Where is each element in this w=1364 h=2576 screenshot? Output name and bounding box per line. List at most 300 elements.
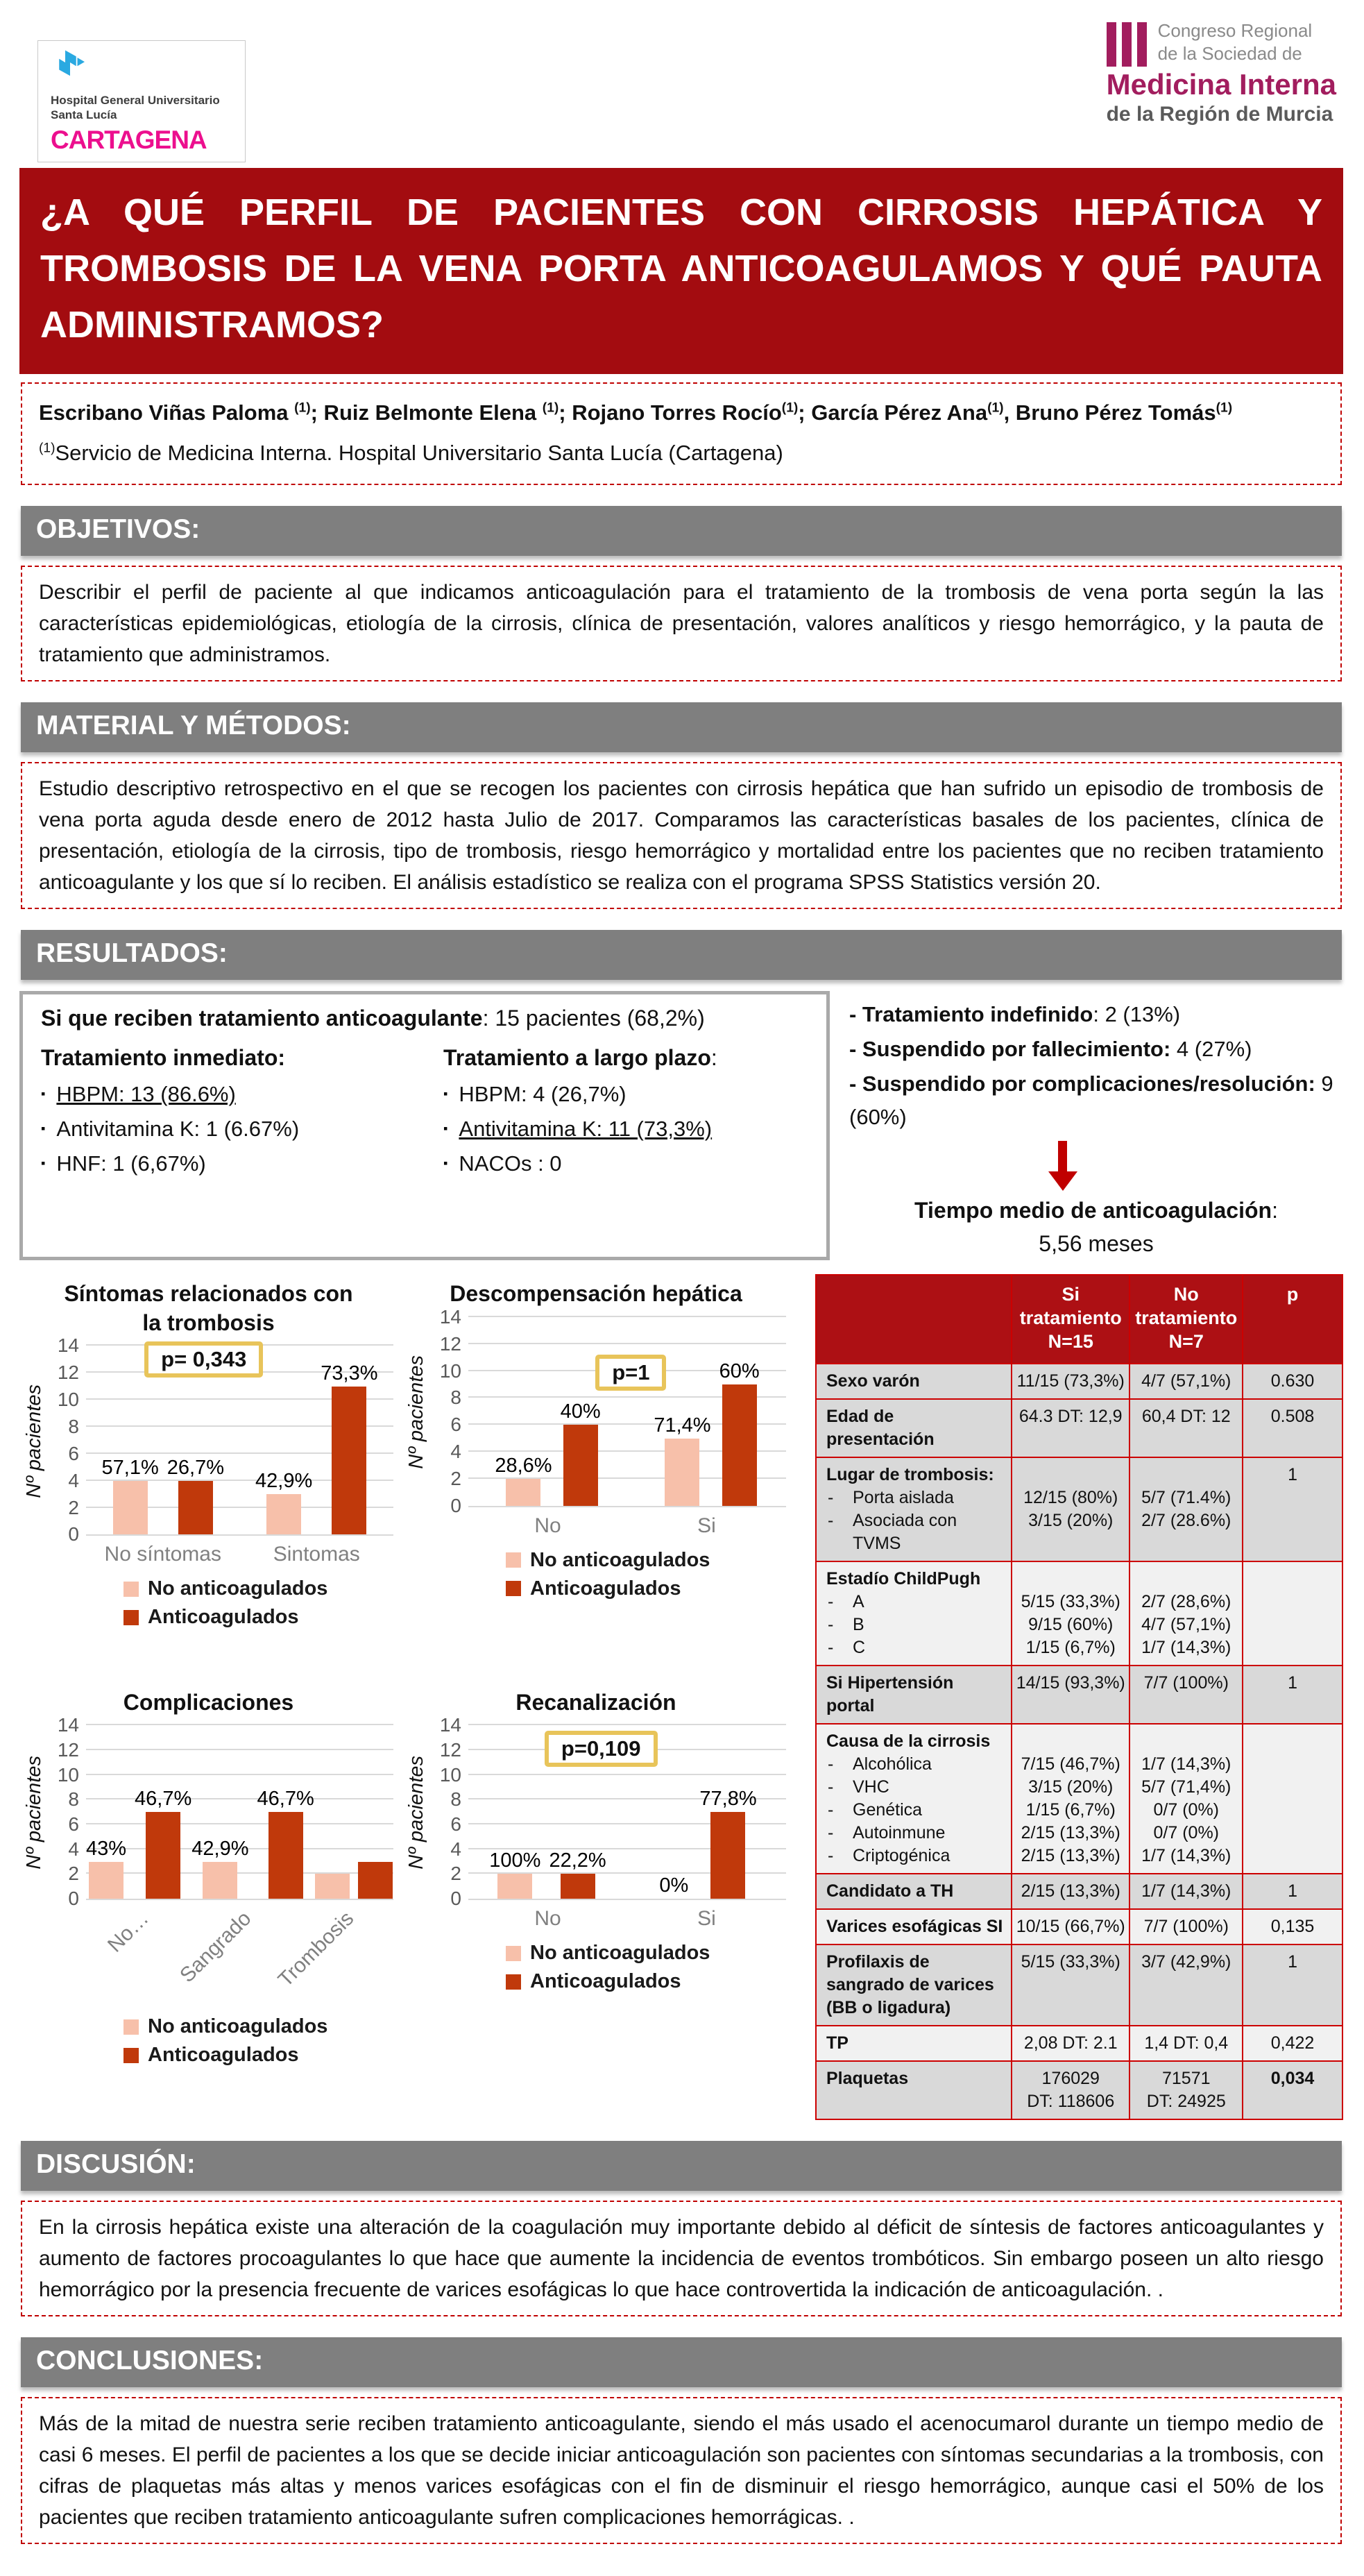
treatment-item-text: HBPM: 4 (26,7%) (459, 1082, 626, 1107)
bar-value-label: 22,2% (549, 1849, 606, 1872)
y-tick-label: 0 (68, 1888, 79, 1910)
row-sublabel: - B (828, 1615, 864, 1635)
value-p: 1 (1242, 1873, 1342, 1908)
category-label: No… (103, 1907, 154, 1957)
row-sublabel: - Autoinmune (828, 1823, 946, 1843)
y-tick-label: 6 (68, 1442, 79, 1464)
legend-item: No anticoagulados (506, 1942, 790, 1965)
legend-item: No anticoagulados (506, 1549, 790, 1572)
bar-cell (489, 1725, 540, 1899)
y-tick-label: 10 (439, 1763, 461, 1786)
table-header-row (817, 1276, 1342, 1363)
legend-item: No anticoagulados (123, 1577, 398, 1600)
value-si-tratamiento: 12/15 (80%) 3/15 (20%) (1011, 1457, 1129, 1561)
value-si-tratamiento: 176029 DT: 118606 (1011, 2060, 1129, 2119)
chart-descompensacion-hepatica (402, 1274, 790, 1682)
hospital-city: CARTAGENA (51, 125, 207, 154)
legend-item: Anticoagulados (123, 1606, 398, 1629)
y-tick-label: 14 (439, 1714, 461, 1736)
study-table (815, 1274, 1343, 2120)
y-tick-label: 6 (68, 1813, 79, 1836)
suspension-lines (849, 998, 1343, 1134)
bar-cell (135, 1725, 191, 1899)
section-header-conclusiones: CONCLUSIONES: (21, 2337, 1342, 2387)
treatment-item (41, 1082, 406, 1107)
bar-value-label: 73,3% (321, 1362, 378, 1384)
category-label: Si (697, 1907, 716, 1931)
square-bullet-icon: ▪ (443, 1121, 448, 1136)
value-p: 0.630 (1242, 1363, 1342, 1398)
chart-plot (468, 1317, 786, 1507)
legend-swatch-icon (506, 1946, 521, 1961)
author-text: ; Ruiz Belmonte Elena (310, 400, 543, 425)
hospital-icon (51, 78, 89, 90)
author-text: Servicio de Medicina Interna. Hospital Universitario Santa Lucía (Cartagena) (55, 441, 783, 466)
y-tick-label: 4 (450, 1441, 461, 1463)
row-sublabel: - Alcohólica (828, 1754, 932, 1774)
bar-cell (654, 1317, 710, 1506)
y-tick-label: 12 (57, 1362, 79, 1384)
row-sublabel: - Asociada con TVMS (828, 1511, 957, 1554)
chart-title: Síntomas relacionados con la trombosis (64, 1281, 353, 1335)
row-label-text: Causa de la cirrosis (826, 1731, 991, 1752)
category-label: Trombosis (273, 1907, 359, 1992)
bar-no-anticoagulados (665, 1439, 699, 1506)
category-label: Si (697, 1514, 716, 1537)
y-axis-title: Nº pacientes (22, 1384, 45, 1498)
discusion-text: En la cirrosis hepática existe una alteración de la coagulación muy importante debido al déficit de síntesis de factores anticoagulantes y aumento de factores procoagulantes lo que hace que aumente la incidencia de eventos trombóticos. Sin embargo poseen un alto riesgo hemorrágico por la presencia frecuente de varices esofágicas lo que hace controvertida la indicación de anticoagulación. . (21, 2201, 1342, 2316)
value-p (1242, 1723, 1342, 1873)
row-sublabel: - Porta aislada (828, 1488, 954, 1508)
y-tick-label: 2 (450, 1863, 461, 1885)
treatment-item-text: NACOs : 0 (459, 1151, 562, 1176)
y-tick-label: 10 (439, 1359, 461, 1382)
immediate-treatment-list (41, 1082, 406, 1176)
legend-swatch-icon (506, 1974, 521, 1990)
bar-no-anticoagulados (89, 1862, 123, 1899)
comparison-table (815, 1274, 1343, 2120)
bar-value-label: 42,9% (255, 1470, 313, 1493)
y-axis-ticks (49, 1714, 86, 1910)
y-tick-label: 8 (68, 1788, 79, 1811)
mean-anticoagulation-time: Tiempo medio de anticoagulación: 5,56 meses (914, 1198, 1278, 1257)
value-no-tratamiento: 60,4 DT: 12 (1129, 1398, 1242, 1457)
immediate-treatment-column (41, 1045, 406, 1186)
category-label: No (534, 1514, 561, 1537)
bar-no-anticoagulados (497, 1874, 532, 1899)
bar-anticoagulados (722, 1384, 757, 1506)
affiliation-line (39, 437, 1324, 470)
bar-value-label: 42,9% (191, 1837, 249, 1860)
value-p: 0,422 (1242, 2025, 1342, 2060)
value-no-tratamiento: 1/7 (14,3%) 5/7 (71,4%) 0/7 (0%) 0/7 (0%) 1/7 (14,3%) (1129, 1723, 1242, 1873)
table-header-si-tratamiento: Si tratamiento N=15 (1011, 1276, 1129, 1363)
row-label (817, 1561, 1011, 1665)
row-label-text: Profilaxis de sangrado de varices (BB o ligadura) (826, 1952, 994, 2018)
bar-no-anticoagulados (266, 1494, 301, 1534)
immediate-treatment-title: Tratamiento inmediato: (41, 1045, 286, 1071)
treatment-item-text: Antivitamina K: 11 (73,3%) (459, 1117, 713, 1142)
table-header-p: p (1242, 1276, 1342, 1363)
value-si-tratamiento: 10/15 (66,7%) (1011, 1908, 1129, 1944)
y-tick-label: 4 (450, 1838, 461, 1860)
section-header-objetivos: OBJETIVOS: (21, 506, 1342, 556)
results-charts-and-table (19, 1274, 1343, 2120)
y-tick-label: 12 (439, 1738, 461, 1761)
longterm-treatment-column (443, 1045, 808, 1186)
results-summary-row (19, 991, 1343, 1260)
bar-cell (321, 1346, 377, 1534)
y-tick-label: 10 (57, 1389, 79, 1411)
treatment-item-text: HBPM: 13 (86.6%) (56, 1082, 236, 1107)
y-axis-ticks (431, 1714, 468, 1910)
value-no-tratamiento: 71571 DT: 24925 (1129, 2060, 1242, 2119)
p-value-box: p=0,109 (545, 1731, 658, 1767)
chart-title: Descompensación hepática (450, 1281, 742, 1307)
value-p: 1 (1242, 1944, 1342, 2025)
row-label (817, 1944, 1011, 2025)
category-labels (468, 1900, 786, 1931)
bar-value-label: 40% (560, 1400, 601, 1423)
down-arrow-icon (1047, 1141, 1079, 1191)
value-no-tratamiento: 1,4 DT: 0,4 (1129, 2025, 1242, 2060)
table-row (817, 1723, 1342, 1873)
bar-value-label: 46,7% (257, 1788, 314, 1811)
y-tick-label: 4 (68, 1838, 79, 1860)
row-label-text: Varices esofágicas SI (826, 1917, 1003, 1937)
bar-value-label: 77,8% (699, 1788, 757, 1811)
y-tick-label: 8 (450, 1387, 461, 1409)
y-axis-title: Nº pacientes (404, 1756, 427, 1870)
category-label: Sintomas (273, 1543, 360, 1566)
table-row (817, 1363, 1342, 1398)
category-labels (86, 1536, 393, 1566)
legend-swatch-icon (123, 2019, 139, 2035)
table-row (817, 1398, 1342, 1457)
table-row (817, 1908, 1342, 1944)
authors-line (39, 396, 1324, 430)
row-sublabel: - A (828, 1592, 864, 1612)
bar-value-label: 26,7% (167, 1456, 224, 1479)
value-si-tratamiento: 2/15 (13,3%) (1011, 1873, 1129, 1908)
y-tick-label: 14 (57, 1334, 79, 1357)
section-header-discusion: DISCUSIÓN: (21, 2141, 1342, 2191)
author-superscript: (1) (1216, 400, 1233, 416)
chart-body (19, 1714, 398, 1910)
y-tick-label: 14 (57, 1714, 79, 1736)
bar-value-label: 60% (719, 1360, 760, 1383)
legend-swatch-icon (123, 1582, 139, 1597)
row-label (817, 1457, 1011, 1561)
y-tick-label: 8 (450, 1788, 461, 1811)
bar-anticoagulados (358, 1862, 393, 1899)
value-p (1242, 1561, 1342, 1665)
y-tick-label: 12 (57, 1738, 79, 1761)
bar-value-label: 0% (659, 1874, 689, 1897)
value-p: 1 (1242, 1457, 1342, 1561)
author-superscript: (1) (294, 400, 311, 416)
value-no-tratamiento: 7/7 (100%) (1129, 1908, 1242, 1944)
y-tick-label: 2 (68, 1496, 79, 1518)
value-si-tratamiento: 11/15 (73,3%) (1011, 1363, 1129, 1398)
bar-cell (257, 1725, 314, 1899)
table-row (817, 2060, 1342, 2119)
table-row (817, 1873, 1342, 1908)
value-no-tratamiento: 4/7 (57,1%) (1129, 1363, 1242, 1398)
y-axis-ticks (49, 1334, 86, 1545)
row-label (817, 1665, 1011, 1723)
legend-item: Anticoagulados (506, 1970, 790, 1993)
table-row (817, 2025, 1342, 2060)
bar-value-label: 57,1% (101, 1456, 159, 1479)
row-label-text: Edad de presentación (826, 1407, 935, 1450)
congress-bars-icon (1107, 19, 1147, 67)
treatment-item (443, 1082, 808, 1107)
chart-complicaciones (19, 1683, 398, 2121)
value-si-tratamiento: 7/15 (46,7%) 3/15 (20%) 1/15 (6,7%) 2/15 (13,3%) 2/15 (13,3%) (1011, 1723, 1129, 1873)
bar-cell (191, 1725, 248, 1899)
bar-value-label: 43% (86, 1837, 127, 1860)
legend-swatch-icon (123, 2048, 139, 2063)
value-no-tratamiento: 2/7 (28,6%) 4/7 (57,1%) 1/7 (14,3%) (1129, 1561, 1242, 1665)
legend-item: Anticoagulados (123, 2044, 398, 2067)
author-superscript: (1) (781, 400, 799, 416)
row-label-text: Estadío ChildPugh (826, 1569, 981, 1589)
metodos-text: Estudio descriptivo retrospectivo en el que se recogen los pacientes con cirrosis hepática que han sufrido un episodio de trombosis de vena porta aguda desde enero de 2012 hasta Julio de 2017. Comparamos las características basales de los pacientes, clínica de presentación, etiología de la cirrosis, tipo de trombosis, riesgo hemorrágico y mortalidad entre los pacientes que no reciben tratamiento anticoagulante y los que sí lo reciben. El análisis estadístico se realiza con el programa SPSS Statistics versión 20. (21, 762, 1342, 909)
hospital-logo (37, 40, 246, 162)
p-value-box: p= 0,343 (144, 1341, 263, 1378)
row-label (817, 1723, 1011, 1873)
chart-legend (506, 1549, 790, 1600)
table-row (817, 1944, 1342, 2025)
congress-society: Medicina Interna (1106, 68, 1336, 101)
chart-legend (123, 1577, 398, 1629)
y-tick-label: 12 (439, 1332, 461, 1355)
y-tick-label: 4 (68, 1469, 79, 1491)
bar-value-label: 71,4% (654, 1414, 711, 1437)
bar-anticoagulados (146, 1812, 180, 1899)
treatment-item-text: HNF: 1 (6,67%) (56, 1151, 206, 1176)
bar-cell (719, 1317, 760, 1506)
section-header-metodos: MATERIAL Y MÉTODOS: (21, 702, 1342, 752)
value-si-tratamiento: 2,08 DT: 2.1 (1011, 2025, 1129, 2060)
row-label-text: Lugar de trombosis: (826, 1465, 994, 1485)
treatment-headline: Si que reciben tratamiento anticoagulante: 15 pacientes (68,2%) (41, 1006, 705, 1031)
suspension-line: - Suspendido por complicaciones/resolución: 9 (60%) (849, 1071, 1333, 1130)
legend-item: No anticoagulados (123, 2015, 398, 2038)
author-superscript: (1) (39, 441, 56, 456)
chart-body (19, 1334, 398, 1545)
treatment-item (443, 1117, 808, 1142)
bar-no-anticoagulados (315, 1874, 350, 1899)
table-header-empty (817, 1276, 1011, 1363)
square-bullet-icon: ▪ (41, 1156, 46, 1171)
table-row (817, 1561, 1342, 1665)
section-header-resultados: RESULTADOS: (21, 930, 1342, 980)
y-tick-label: 10 (57, 1763, 79, 1786)
bar-anticoagulados (332, 1387, 366, 1535)
square-bullet-icon: ▪ (41, 1121, 46, 1136)
row-label-text: TP (826, 2033, 849, 2053)
row-label (817, 1873, 1011, 1908)
bar-value-label: 100% (489, 1849, 541, 1872)
row-sublabel: - Criptogénica (828, 1846, 950, 1866)
bar-cell (561, 1317, 601, 1506)
bar-no-anticoagulados (113, 1481, 148, 1535)
treatment-item (41, 1151, 406, 1176)
bar-cell (656, 1725, 691, 1899)
legend-swatch-icon (506, 1581, 521, 1596)
chart-title: Recanalización (515, 1689, 676, 1715)
bar-group (191, 1725, 314, 1899)
chart-recanalizacion (402, 1683, 790, 2121)
table-header-no-tratamiento: No tratamiento N=7 (1129, 1276, 1242, 1363)
value-no-tratamiento: 3/7 (42,9%) (1129, 1944, 1242, 2025)
author-text: ; Rojano Torres Rocío (559, 400, 782, 425)
bar-group (468, 1317, 627, 1506)
y-tick-label: 2 (450, 1468, 461, 1490)
chart-sintomas-trombosis (19, 1274, 398, 1682)
value-si-tratamiento: 5/15 (33,3%) 9/15 (60%) 1/15 (6,7%) (1011, 1561, 1129, 1665)
chart-body (402, 1305, 790, 1516)
bar-group (314, 1725, 393, 1899)
chart-plot (86, 1725, 393, 1900)
y-tick-label: 0 (450, 1888, 461, 1910)
chart-legend (506, 1942, 790, 1993)
author-superscript: (1) (987, 400, 1004, 416)
author-superscript: (1) (542, 400, 559, 416)
square-bullet-icon: ▪ (443, 1087, 448, 1101)
y-axis-title: Nº pacientes (22, 1756, 45, 1870)
table-row (817, 1457, 1342, 1561)
treatment-duration-panel (830, 991, 1343, 1260)
value-si-tratamiento: 5/15 (33,3%) (1011, 1944, 1129, 2025)
bar-cell (86, 1725, 126, 1899)
legend-item: Anticoagulados (506, 1577, 790, 1600)
congress-region: de la Región de Murcia (1106, 103, 1333, 126)
value-no-tratamiento: 7/7 (100%) (1129, 1665, 1242, 1723)
chart-body (402, 1714, 790, 1910)
bar-value-label: 46,7% (135, 1788, 192, 1811)
objetivos-text: Describir el perfil de paciente al que indicamos anticoagulación para el tratamiento de la trombosis de vena porta según la las características epidemiológicas, etiología de la cirrosis, clínica de presentación, valores analíticos y riesgo hemorrágico, y la pauta de tratamiento que administramos. (21, 566, 1342, 681)
suspension-line: - Tratamiento indefinido: 2 (13%) (849, 1002, 1181, 1027)
bar-anticoagulados (268, 1812, 303, 1899)
legend-swatch-icon (123, 1610, 139, 1625)
row-label (817, 1398, 1011, 1457)
value-p: 0,135 (1242, 1908, 1342, 1944)
value-si-tratamiento: 64.3 DT: 12,9 (1011, 1398, 1129, 1457)
longterm-treatment-title: Tratamiento a largo plazo: (443, 1045, 717, 1071)
y-tick-label: 6 (450, 1813, 461, 1836)
bar-no-anticoagulados (203, 1862, 237, 1899)
y-tick-label: 0 (450, 1494, 461, 1516)
congress-name: Congreso Regional de la Sociedad de (1157, 20, 1313, 64)
author-text: , Bruno Pérez Tomás (1003, 400, 1216, 425)
bar-no-anticoagulados (506, 1479, 540, 1506)
y-tick-label: 8 (68, 1416, 79, 1438)
suspension-line: - Suspendido por fallecimiento: 4 (27%) (849, 1037, 1252, 1062)
chart-title: Complicaciones (123, 1689, 294, 1715)
treatment-item-text: Antivitamina K: 1 (6.67%) (56, 1117, 300, 1142)
authors-box (21, 382, 1342, 485)
value-si-tratamiento: 14/15 (93,3%) (1011, 1665, 1129, 1723)
bar-anticoagulados (563, 1425, 598, 1506)
bar-anticoagulados (178, 1481, 213, 1535)
bar-group (86, 1725, 191, 1899)
treatment-summary-box (19, 991, 830, 1260)
category-label: Sangrado (176, 1907, 256, 1988)
square-bullet-icon: ▪ (41, 1087, 46, 1101)
value-p: 0,034 (1242, 2060, 1342, 2119)
row-label-text: Si Hipertensión portal (826, 1673, 954, 1716)
bar-cell (315, 1725, 350, 1899)
bar-group (627, 1317, 786, 1506)
value-no-tratamiento: 1/7 (14,3%) (1129, 1873, 1242, 1908)
row-label-text: Sexo varón (826, 1371, 920, 1391)
row-label-text: Plaquetas (826, 2069, 909, 2089)
category-label: No síntomas (104, 1543, 221, 1566)
y-axis-title: Nº pacientes (404, 1355, 427, 1469)
poster-title: ¿A QUÉ PERFIL DE PACIENTES CON CIRROSIS HEPÁTICA Y TROMBOSIS DE LA VENA PORTA ANTICOAGULAMOS Y QUÉ PAUTA ADMINISTRAMOS? (19, 168, 1343, 374)
y-tick-label: 14 (439, 1305, 461, 1328)
y-tick-label: 2 (68, 1863, 79, 1885)
category-labels (86, 1900, 393, 2004)
bar-cell (495, 1317, 552, 1506)
category-label: No (534, 1907, 561, 1931)
row-label (817, 2060, 1011, 2119)
y-tick-label: 0 (68, 1523, 79, 1545)
bar-groups (86, 1725, 393, 1899)
category-labels (468, 1507, 786, 1538)
row-sublabel: - Genética (828, 1800, 923, 1820)
value-p: 1 (1242, 1665, 1342, 1723)
conclusiones-text: Más de la mitad de nuestra serie reciben tratamiento anticoagulante, siendo el más usado el acenocumarol durante un tiempo medio de casi 6 meses. El perfil de pacientes a los que se decide iniciar anticoagulación son pacientes con síntomas secundarias a la trombosis, con cifras de plaquetas más altas y menos varices esofágicas con el fin de disminuir el riesgo hemorrágico, aunque casi el 50% de los pacientes que reciben tratamiento anticoagulante sufren complicaciones hemorrágicas. . (21, 2397, 1342, 2544)
row-label (817, 1363, 1011, 1398)
table-row (817, 1665, 1342, 1723)
bar-anticoagulados (710, 1812, 745, 1899)
author-text: Escribano Viñas Paloma (39, 400, 295, 425)
row-sublabel: - C (828, 1638, 866, 1658)
bar-cell (358, 1725, 393, 1899)
y-axis-ticks (431, 1305, 468, 1516)
bar-cell (255, 1346, 312, 1534)
author-text: ; García Pérez Ana (798, 400, 988, 425)
y-tick-label: 6 (450, 1414, 461, 1436)
congress-logo (1107, 19, 1336, 126)
value-p: 0.508 (1242, 1398, 1342, 1457)
chart-legend (123, 2015, 398, 2067)
legend-swatch-icon (506, 1552, 521, 1568)
square-bullet-icon: ▪ (443, 1156, 448, 1171)
treatment-item (41, 1117, 406, 1142)
row-label (817, 1908, 1011, 1944)
value-no-tratamiento: 5/7 (71.4%) 2/7 (28.6%) (1129, 1457, 1242, 1561)
longterm-treatment-list (443, 1082, 808, 1176)
row-label-text: Candidato a TH (826, 1881, 954, 1901)
p-value-box: p=1 (595, 1355, 666, 1391)
treatment-item (443, 1151, 808, 1176)
bar-cell (699, 1725, 756, 1899)
bar-groups (468, 1317, 786, 1506)
chart-plot (468, 1725, 786, 1900)
row-sublabel: - VHC (828, 1777, 889, 1797)
bar-anticoagulados (561, 1874, 595, 1899)
bar-value-label: 28,6% (495, 1455, 552, 1477)
row-label (817, 2025, 1011, 2060)
header-logos (19, 17, 1343, 153)
chart-plot (86, 1346, 393, 1536)
hospital-name: Hospital General Universitario Santa Lucía (51, 94, 220, 122)
